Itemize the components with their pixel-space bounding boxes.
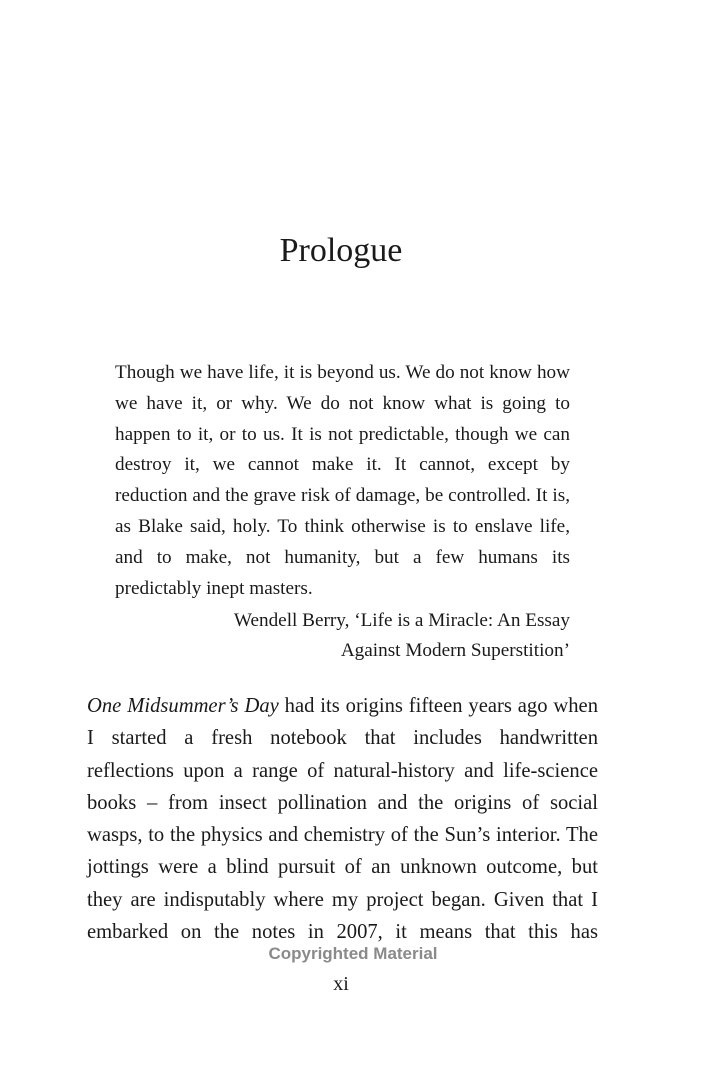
epigraph-attribution — [115, 606, 570, 666]
page-number: xi — [333, 973, 349, 995]
epigraph-quote: Though we have life, it is beyond us. We do not know how we have it, or why. We do not know what is going to happen to it, or to us. It is not predictable, though we can destroy it, we cannot make it. It cannot, except by reduction and the grave risk of damage, be controlled. It is, as Blake said, holy. To think otherwise is to enslave life, and to make, not humanity, but a few humans its predictably inept masters. — [115, 362, 570, 599]
chapter-title: Prologue — [279, 232, 403, 269]
book-title: One Midsummer’s Day — [87, 695, 279, 717]
attribution-line-1: Wendell Berry, ‘Life is a Miracle: An Essay — [233, 610, 570, 631]
copyright-notice: Copyrighted Material — [268, 944, 438, 963]
body-paragraph-text: had its origins fifteen years ago when I started a fresh notebook that includes handwritten reflections upon a range of natural-history and life-science books – from insect pollination and the origins of social wasps, to the physics and chemistry of the Sun’s interior. The jottings were a blind pursuit of an unknown outcome, but they are indisputably where my project began. Given that I embarked on the notes in 2007, it means that this has — [87, 695, 598, 944]
body-paragraph — [87, 690, 598, 948]
attribution-line-2: Against Modern Superstition’ — [340, 640, 570, 661]
